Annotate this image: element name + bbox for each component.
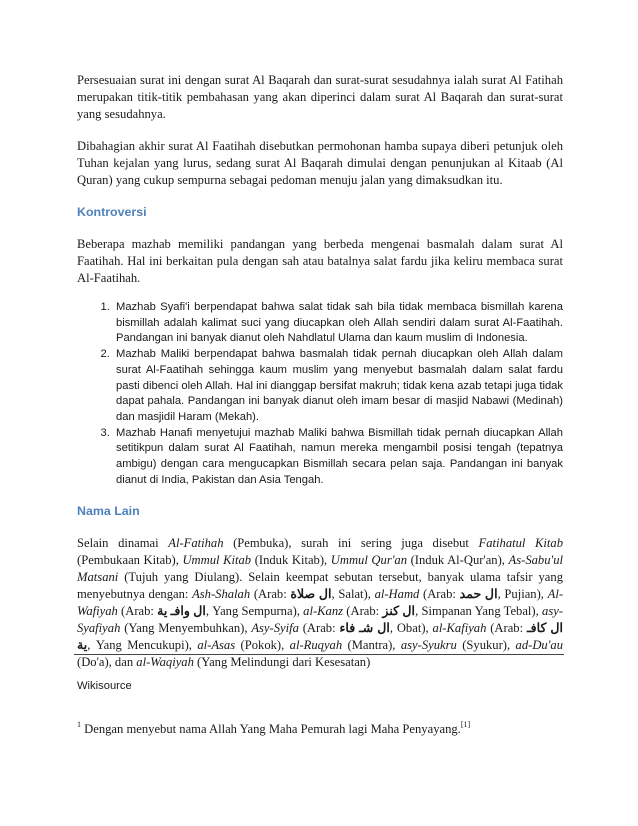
text-segment: , Salat), [331, 587, 375, 602]
footnote [77, 722, 567, 737]
surah-name: Asy-Syifa [251, 621, 299, 636]
arabic-term: ال وافـ ية [157, 604, 206, 619]
surah-name: al-Asas [197, 638, 236, 653]
arabic-term: ال كنز [382, 604, 416, 619]
list-item-hanafi: 3. Mazhab Hanafi menyetujui mazhab Maliki bahwa Bismillah tidak pernah diucapkan Allah setitikpun dalam surat Al Faatihah, namun mereka mengambil posisi tengah (tepatnya ambigu) dengan cara mengucapkan Bismillah secara pelan saja. Pandangan ini banyak dianut di India, Pakistan dan Asia Tengah. [113, 426, 563, 489]
text-segment: (Arab: [343, 604, 383, 619]
footnote-number: 1 [77, 720, 81, 729]
list-item-maliki: 2. Mazhab Maliki berpendapat bahwa basmalah tidak pernah diucapkan oleh Allah dalam surat Al-Faatihah sehingga kaum muslim yang menyebut basmalah dalam salat fardu pasti dibenci oleh Allah. Hal ini dianggap bersifat makruh; tidak kena azab tetapi juga tidak dapat pahala. Pandangan ini banyak dianut oleh imam besar di masjid Nabawi (Medinah) dan masjidil Haram (Mekah). [113, 347, 563, 426]
text-segment: (Syukur), [456, 638, 516, 653]
text-segment: , Pujian), [497, 587, 548, 602]
surah-name: Al-Wafiyah [77, 587, 564, 619]
surah-name: asy-Syafiyah [77, 604, 563, 636]
paragraph-persesuaian: Persesuaian surat ini dengan surat Al Baqarah dan surat-surat sesudahnya ialah surat Al Fatihah merupakan titik-titik pembahasan yang akan diperinci dalam surat Al Baqarah dan surat-surat yang sesudahnya. [77, 73, 563, 121]
text-segment: (Arab: [250, 587, 291, 602]
text-segment: (Arab: [298, 621, 340, 636]
surah-name: al-Waqiyah [136, 655, 194, 670]
surah-name: al-Ruqyah [289, 638, 343, 653]
text-segment: (Pembuka), surah ini sering juga disebut [223, 536, 479, 551]
text-segment: (Mantra), [342, 638, 401, 653]
footnote-divider [74, 654, 564, 655]
arabic-term: ال صلاة [290, 587, 332, 602]
paragraph-nama-lain [77, 535, 563, 671]
surah-name: Fatihatul Kitab [478, 536, 563, 551]
text-segment: (Do'a), dan [77, 655, 137, 670]
surah-name: ad-Du'au [515, 638, 564, 653]
document-body [77, 72, 563, 671]
text-segment: , Simpanan Yang Tebal), [415, 604, 543, 619]
arabic-term: ال كافـ ية [77, 621, 564, 653]
arabic-term: ال شـ فاء [339, 621, 390, 636]
footnote-text: Dengan menyebut nama Allah Yang Maha Pemurah lagi Maha Penyayang. [81, 722, 461, 736]
text-segment: (Arab: [486, 621, 527, 636]
text-segment: (Induk Kitab), [251, 553, 331, 568]
text-segment: (Yang Menyembuhkan), [120, 621, 252, 636]
surah-name: al-Kanz [303, 604, 344, 619]
wikisource-label: Wikisource [77, 680, 132, 692]
text-segment: (Induk Al-Qur'an), [407, 553, 509, 568]
heading-kontroversi: Kontroversi [77, 205, 147, 219]
surah-name: Ash-Shalah [192, 587, 251, 602]
text-segment: Selain dinamai [77, 536, 169, 551]
text-segment: (Pembukaan Kitab), [77, 553, 183, 568]
surah-name: As-Sabu'ul Matsani [77, 553, 563, 585]
text-segment: , Obat), [389, 621, 433, 636]
surah-name: Al-Fatihah [168, 536, 224, 551]
mazhab-list [77, 300, 563, 488]
list-item-syafii: 1. Mazhab Syafi'i berpendapat bahwa salat tidak sah bila tidak membaca bismillah karena bismillah adalah kalimat suci yang diucapkan oleh Allah sendiri dalam surat Al-Faatihah. Pandangan ini banyak dianut oleh Nahdlatul Ulama dan kaum muslim di Indonesia. [113, 300, 563, 347]
surah-name: asy-Syukru [400, 638, 457, 653]
text-segment: (Yang Melindungi dari Kesesatan) [193, 655, 371, 670]
text-segment: , Yang Mencukupi), [87, 638, 198, 653]
arabic-term: ال حمد [459, 587, 498, 602]
text-segment: (Pokok), [235, 638, 290, 653]
text-segment: , Yang Sempurna), [205, 604, 304, 619]
surah-name: Ummul Qur'an [330, 553, 408, 568]
heading-nama-lain: Nama Lain [77, 504, 140, 519]
surah-name: al-Kafiyah [432, 621, 487, 636]
footnote-reference-link[interactable]: [1] [460, 720, 471, 729]
paragraph-mazhab-intro: Beberapa mazhab memiliki pandangan yang berbeda mengenai basmalah dalam surat Al Faatihah. Hal ini berkaitan pula dengan sah atau batalnya salat fardu jika keliru membaca surat Al-Faatihah. [77, 237, 563, 285]
text-segment: (Tujuh yang Diulang). Selain keempat sebutan tersebut, banyak ulama tafsir yang menyebutnya dengan: [77, 570, 563, 602]
surah-name: Ummul Kitab [182, 553, 252, 568]
surah-name: al-Hamd [374, 587, 420, 602]
text-segment: (Arab: [117, 604, 158, 619]
paragraph-dibahagian: Dibahagian akhir surat Al Faatihah disebutkan permohonan hamba supaya diberi petunjuk oleh Tuhan kejalan yang lurus, sedang surat Al Baqarah dimulai dengan penunjukan al Kitaab (Al Quran) yang cukup sempurna sebagai pedoman menuju jalan yang dimaksudkan itu. [77, 139, 563, 187]
text-segment: (Arab: [419, 587, 460, 602]
